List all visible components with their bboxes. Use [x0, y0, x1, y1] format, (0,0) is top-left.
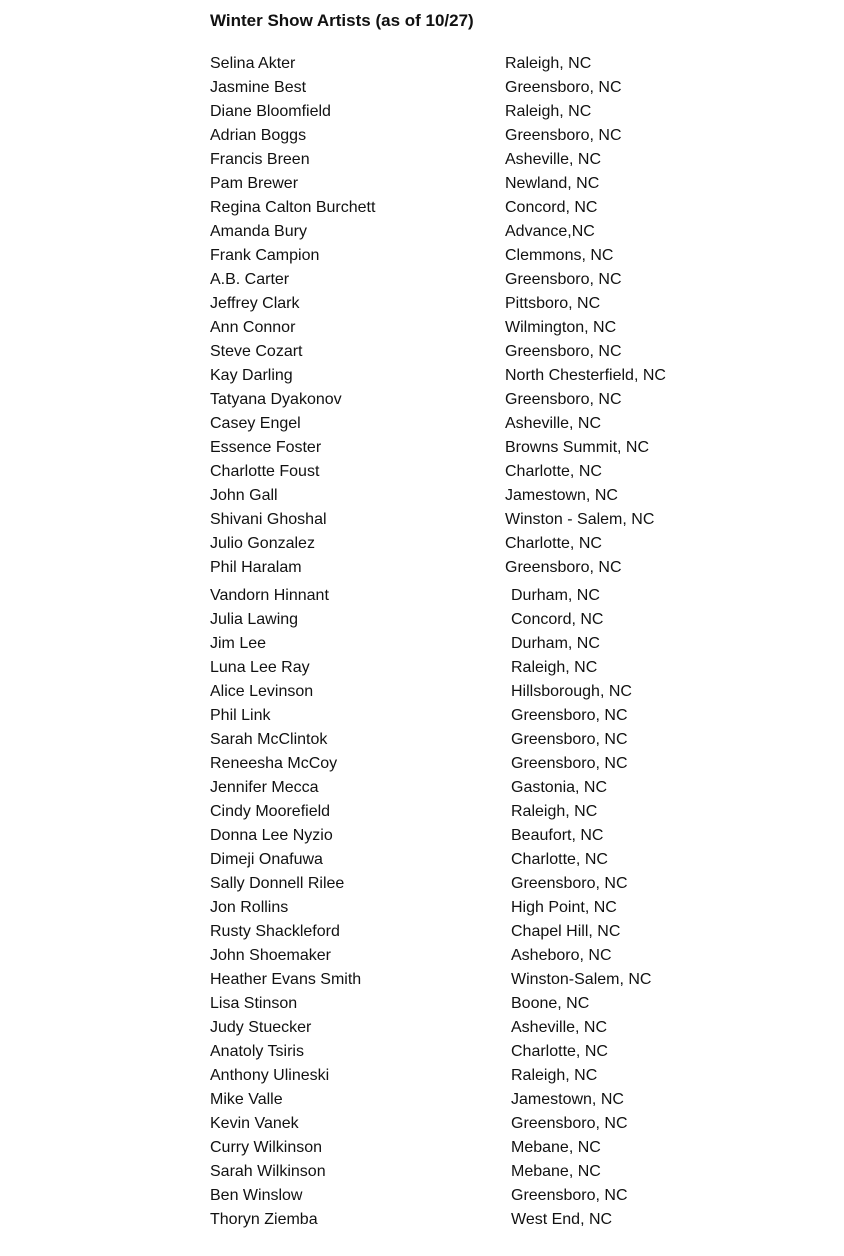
- artist-row: [210, 460, 810, 484]
- artist-row: [210, 944, 810, 968]
- artist-name: Kay Darling: [210, 367, 293, 384]
- artist-row: [210, 848, 810, 872]
- artist-location: Beaufort, NC: [511, 827, 604, 844]
- artist-name: Adrian Boggs: [210, 127, 307, 144]
- artist-name: Curry Wilkinson: [210, 1139, 323, 1156]
- artist-name: Anatoly Tsiris: [210, 1043, 304, 1060]
- artist-location: Raleigh, NC: [511, 659, 598, 676]
- artist-name: Cindy Moorefield: [210, 803, 331, 820]
- artist-name: Jeffrey Clark: [210, 295, 300, 312]
- artist-row: [210, 1112, 810, 1136]
- artist-name: A.B. Carter: [210, 271, 290, 288]
- artist-row: [210, 824, 810, 848]
- artist-name: Pam Brewer: [210, 175, 299, 192]
- artist-row: [210, 484, 810, 508]
- artist-row: [210, 656, 810, 680]
- artist-location: Asheville, NC: [505, 415, 602, 432]
- artist-name: Sarah McClintok: [210, 731, 328, 748]
- artist-location: Durham, NC: [511, 635, 600, 652]
- artist-name: Jon Rollins: [210, 899, 289, 916]
- artist-location: Raleigh, NC: [505, 55, 592, 72]
- artist-row: [210, 1088, 810, 1112]
- artist-location: Charlotte, NC: [511, 1043, 608, 1060]
- artist-location: Greensboro, NC: [511, 875, 628, 892]
- artist-name: Julio Gonzalez: [210, 535, 315, 552]
- artist-name: Jim Lee: [210, 635, 267, 652]
- artist-row: [210, 532, 810, 556]
- artist-row: [210, 292, 810, 316]
- artist-location: Asheboro, NC: [511, 947, 612, 964]
- artist-name: Vandorn Hinnant: [210, 587, 329, 604]
- artist-row: [210, 608, 810, 632]
- artist-name: Diane Bloomfield: [210, 103, 331, 120]
- artist-row: [210, 800, 810, 824]
- artist-location: Pittsboro, NC: [505, 295, 601, 312]
- artist-row: [210, 76, 810, 100]
- artist-row: [210, 244, 810, 268]
- artist-row: [210, 776, 810, 800]
- artist-name: Donna Lee Nyzio: [210, 827, 333, 844]
- artist-location: Raleigh, NC: [505, 103, 592, 120]
- artist-row: [210, 1064, 810, 1088]
- artist-row: [210, 412, 810, 436]
- artist-list-part-1: [210, 52, 810, 580]
- artist-name: Rusty Shackleford: [210, 923, 340, 940]
- artist-location: Browns Summit, NC: [505, 439, 650, 456]
- artist-location: Advance,NC: [505, 223, 595, 240]
- artist-location: Greensboro, NC: [505, 79, 622, 96]
- artist-location: Winston - Salem, NC: [505, 511, 655, 528]
- artist-location: Asheville, NC: [511, 1019, 608, 1036]
- artist-row: [210, 704, 810, 728]
- artist-location: Durham, NC: [511, 587, 600, 604]
- artist-row: [210, 1136, 810, 1160]
- artist-row: [210, 1016, 810, 1040]
- artist-name: Essence Foster: [210, 439, 322, 456]
- artist-location: Jamestown, NC: [505, 487, 618, 504]
- artist-name: Sarah Wilkinson: [210, 1163, 326, 1180]
- artist-row: [210, 584, 810, 608]
- artist-name: Dimeji Onafuwa: [210, 851, 323, 868]
- artist-name: Charlotte Foust: [210, 463, 320, 480]
- artist-location: Hillsborough, NC: [511, 683, 632, 700]
- artist-row: [210, 728, 810, 752]
- artist-name: Luna Lee Ray: [210, 659, 310, 676]
- artist-name: Casey Engel: [210, 415, 301, 432]
- artist-location: Chapel Hill, NC: [511, 923, 621, 940]
- artist-location: Greensboro, NC: [511, 755, 628, 772]
- artist-location: Charlotte, NC: [505, 463, 602, 480]
- artist-row: [210, 508, 810, 532]
- artist-row: [210, 148, 810, 172]
- artist-list-part-2: [210, 584, 810, 1232]
- artist-row: [210, 680, 810, 704]
- artist-location: Greensboro, NC: [511, 1115, 628, 1132]
- artist-name: Phil Haralam: [210, 559, 302, 576]
- artist-location: Greensboro, NC: [511, 1187, 628, 1204]
- artist-name: Jasmine Best: [210, 79, 307, 96]
- artist-name: Tatyana Dyakonov: [210, 391, 342, 408]
- artist-location: Asheville, NC: [505, 151, 602, 168]
- artist-name: Kevin Vanek: [210, 1115, 299, 1132]
- artist-name: Jennifer Mecca: [210, 779, 319, 796]
- artist-name: Reneesha McCoy: [210, 755, 338, 772]
- artist-row: [210, 1208, 810, 1232]
- artist-row: [210, 556, 810, 580]
- artist-name: Francis Breen: [210, 151, 310, 168]
- artist-location: Boone, NC: [511, 995, 590, 1012]
- artist-name: Judy Stuecker: [210, 1019, 312, 1036]
- artist-name: Anthony Ulineski: [210, 1067, 330, 1084]
- artist-row: [210, 388, 810, 412]
- artist-location: North Chesterfield, NC: [505, 367, 666, 384]
- artist-name: Phil Link: [210, 707, 271, 724]
- artist-location: Greensboro, NC: [505, 391, 622, 408]
- artist-name: Selina Akter: [210, 55, 296, 72]
- artist-row: [210, 364, 810, 388]
- artist-row: [210, 1160, 810, 1184]
- artist-row: [210, 436, 810, 460]
- artist-location: West End, NC: [511, 1211, 613, 1228]
- artist-location: Greensboro, NC: [511, 707, 628, 724]
- artist-location: Charlotte, NC: [505, 535, 602, 552]
- artist-row: [210, 100, 810, 124]
- artist-location: Greensboro, NC: [511, 731, 628, 748]
- artist-location: Wilmington, NC: [505, 319, 617, 336]
- artist-location: High Point, NC: [511, 899, 617, 916]
- artist-location: Greensboro, NC: [505, 343, 622, 360]
- artist-location: Raleigh, NC: [511, 1067, 598, 1084]
- artist-row: [210, 992, 810, 1016]
- artist-location: Clemmons, NC: [505, 247, 614, 264]
- artist-row: [210, 124, 810, 148]
- artist-row: [210, 196, 810, 220]
- artist-name: Sally Donnell Rilee: [210, 875, 345, 892]
- artist-row: [210, 896, 810, 920]
- artist-name: Alice Levinson: [210, 683, 314, 700]
- artist-name: Amanda Bury: [210, 223, 307, 240]
- artist-name: Julia Lawing: [210, 611, 299, 628]
- artist-location: Greensboro, NC: [505, 559, 622, 576]
- artist-name: Frank Campion: [210, 247, 320, 264]
- artist-row: [210, 340, 810, 364]
- artist-location: Mebane, NC: [511, 1163, 601, 1180]
- artist-row: [210, 920, 810, 944]
- artist-row: [210, 172, 810, 196]
- artist-name: Mike Valle: [210, 1091, 283, 1108]
- artist-location: Jamestown, NC: [511, 1091, 624, 1108]
- artist-location: Raleigh, NC: [511, 803, 598, 820]
- artist-location: Greensboro, NC: [505, 271, 622, 288]
- artist-location: Concord, NC: [511, 611, 604, 628]
- artist-location: Newland, NC: [505, 175, 600, 192]
- artist-name: Steve Cozart: [210, 343, 303, 360]
- artist-name: Shivani Ghoshal: [210, 511, 327, 528]
- artist-row: [210, 752, 810, 776]
- artist-name: Regina Calton Burchett: [210, 199, 376, 216]
- artist-row: [210, 1184, 810, 1208]
- artist-row: [210, 632, 810, 656]
- artist-row: [210, 52, 810, 76]
- artist-location: Charlotte, NC: [511, 851, 608, 868]
- artist-row: [210, 872, 810, 896]
- artist-name: Lisa Stinson: [210, 995, 298, 1012]
- artist-name: John Shoemaker: [210, 947, 331, 964]
- artist-row: [210, 316, 810, 340]
- page-title: Winter Show Artists (as of 10/27): [210, 11, 474, 30]
- artist-location: Concord, NC: [505, 199, 598, 216]
- artist-name: Ben Winslow: [210, 1187, 303, 1204]
- artist-name: John Gall: [210, 487, 278, 504]
- artist-row: [210, 1040, 810, 1064]
- artist-location: Greensboro, NC: [505, 127, 622, 144]
- artist-list: [210, 52, 810, 1232]
- artist-row: [210, 220, 810, 244]
- artist-row: [210, 968, 810, 992]
- artist-location: Winston-Salem, NC: [511, 971, 652, 988]
- artist-location: Mebane, NC: [511, 1139, 601, 1156]
- artist-row: [210, 268, 810, 292]
- artist-name: Thoryn Ziemba: [210, 1211, 318, 1228]
- artist-name: Ann Connor: [210, 319, 296, 336]
- artist-name: Heather Evans Smith: [210, 971, 362, 988]
- artist-location: Gastonia, NC: [511, 779, 608, 796]
